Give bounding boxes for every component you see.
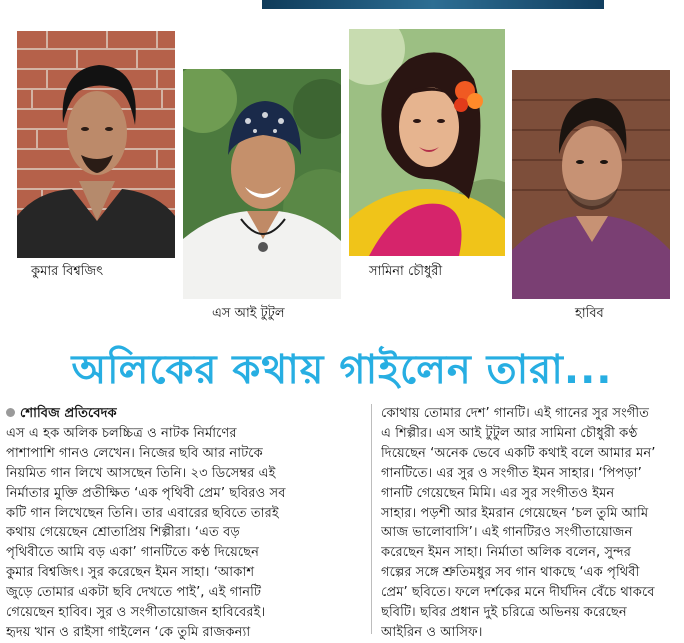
- body-line: পৃথিবীতে আমি বড় একা’ গানটিতে কণ্ঠ দিয়েছেন: [6, 545, 260, 561]
- body-line: পাশাপাশি গানও লেখেন। নিজের ছবি আর নাটকে: [6, 445, 263, 461]
- body-line: হৃদয় খান ও রাইসা গাইলেন ‘কে তুমি রাজকন্যা: [6, 624, 251, 640]
- body-line: প্রেম’ ছবিতে। ফলে দর্শকের মনে দীর্ঘদিন বেঁচে থাকবে: [381, 585, 655, 601]
- body-line: কথায় গেয়েছেন শ্রোতাপ্রিয় শিল্পীরা। ‘এত বড়: [6, 525, 240, 541]
- article-column-2: [381, 404, 679, 643]
- byline: শোবিজ প্রতিবেদক: [6, 404, 366, 424]
- body-line: সাহার। পড়শী আর ইমরান গেয়েছেন ‘চল তুমি আমি: [381, 505, 649, 521]
- photo-s-i-tutul: [183, 69, 341, 299]
- body-line: গেয়েছেন হাবিব। সুর ও সংগীতায়োজন হাবিবেরই।: [6, 605, 266, 621]
- body-line: নিয়মিত গান লিখে আসছেন তিনি। ২৩ ডিসেম্বর এই: [6, 465, 276, 481]
- column-divider: [371, 404, 372, 634]
- top-banner-strip: [262, 0, 604, 9]
- body-line: দিয়েছেন ‘অনেক ভেবে একটি কথাই বলে আমার মন’: [381, 445, 656, 461]
- body-line: গানটি গেয়েছেন মিমি। এর সুর সংগীতও ইমন: [381, 485, 615, 501]
- body-line: এ শিল্পীর। এস আই টুটুল আর সামিনা চৌধুরী কণ্ঠ: [381, 425, 638, 441]
- bullet-icon: [6, 408, 15, 417]
- body-line: কুমার বিশ্বজিৎ। সুর করেছেন ইমন সাহা। ‘আকাশ: [6, 565, 255, 581]
- body-line: এস এ হক অলিক চলচ্চিত্র ও নাটক নির্মাণের: [6, 425, 237, 441]
- photo-caption-s-i-tutul: এস আই টুটুল: [212, 306, 285, 321]
- body-line: আজ ভালোবাসি’। এই গানটিরও সংগীতায়োজন: [381, 525, 633, 541]
- body-line: আইরিন ও আসিফ।: [381, 624, 483, 640]
- photo-caption-samina-chowdhury: সামিনা চৌধুরী: [369, 264, 443, 279]
- photo-habib: [512, 70, 670, 299]
- body-line: জুড়ে তোমার একটা ছবি দেখতে পাই’, এই গানটি: [6, 585, 262, 601]
- photo-samina-chowdhury: [349, 29, 505, 256]
- body-line: কটি গান লিখেছেন তিনি। তার এবারের ছবিতে তারই: [6, 505, 279, 521]
- body-line: ছবিটি। ছবির প্রধান দুই চরিত্রে অভিনয় করেছেন: [381, 605, 627, 621]
- body-line: কোথায় তোমার দেশ’ গানটি। এই গানের সুর সংগীত: [381, 406, 650, 421]
- photo-caption-habib: হাবিব: [575, 306, 604, 321]
- photo-kumar-bishwajit: [17, 31, 175, 258]
- body-line: গল্পের সঙ্গে শ্রুতিমধুর সব গান থাকছে ‘এক পৃথিবী: [381, 565, 640, 581]
- body-line: নির্মাতার মুক্তি প্রতীক্ষিত ‘এক পৃথিবী প্রেম’ ছবিরও সব: [6, 485, 286, 501]
- article-column-1: [6, 404, 366, 643]
- body-line: করেছেন ইমন সাহা। নির্মাতা অলিক বলেন, সুন্দর: [381, 545, 631, 561]
- body-line: গানটিতে। এর সুর ও সংগীত ইমন সাহার। ‘পিপড়া’: [381, 465, 642, 481]
- headline: অলিকের কথায় গাইলেন তারা...: [71, 347, 613, 393]
- photo-caption-kumar-bishwajit: কুমার বিশ্বজিৎ: [31, 264, 104, 279]
